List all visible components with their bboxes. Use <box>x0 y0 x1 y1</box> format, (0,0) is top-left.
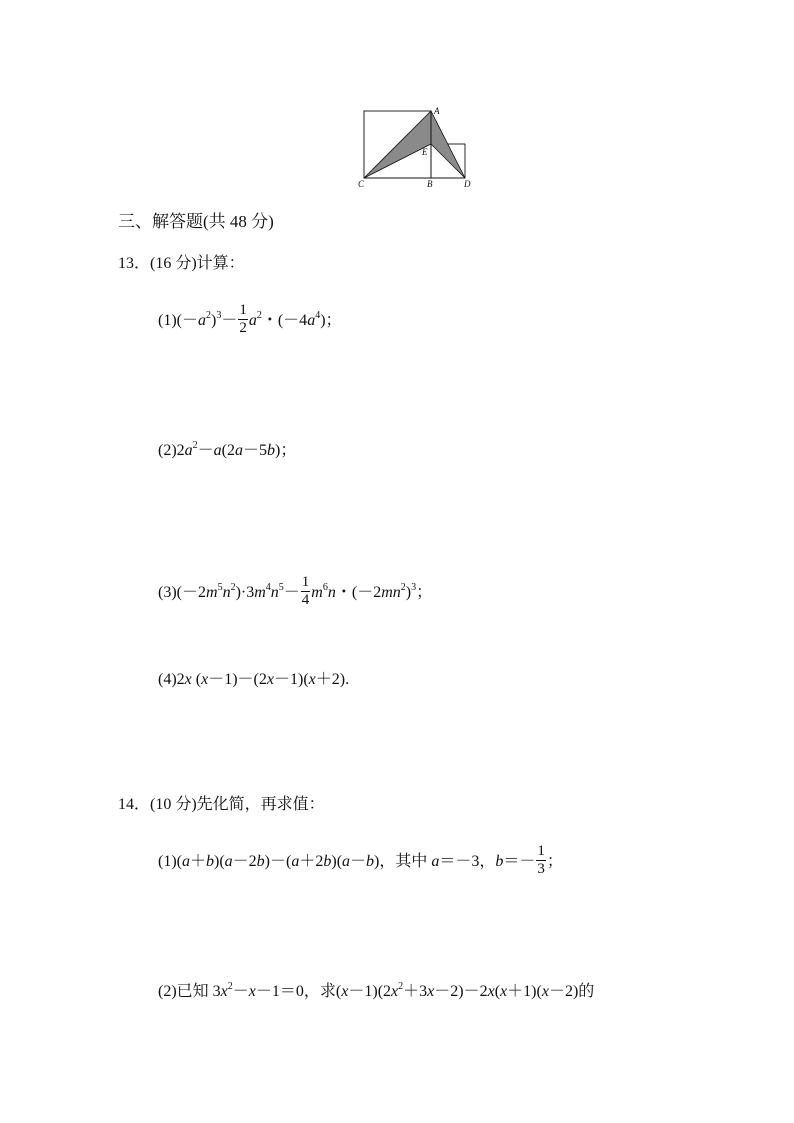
label-C: C <box>358 179 365 189</box>
q14-part2: (2)已知 $3x^2-x-1=0$，求$(x-1)(2x^2+3x-2)-2x(x+1)(x-2)$的 <box>158 981 595 1000</box>
q13-number: 13． <box>118 255 151 272</box>
q13-part1: $(1)(-a^2)^3-$ $\frac{1}{2}$ $a^2$・$(-4a^4)$； <box>158 302 342 336</box>
q13-part2: $(2)2a^2-a(2a-5b)$； <box>158 440 297 459</box>
label-A: A <box>434 106 440 116</box>
q14-number: 14． <box>118 796 151 813</box>
q13-part3: $(3)(-2m^5n^2)\cdot 3m^4n^5-$ $\frac{1}{4}$ $m^6n$・$(-2mn^2)^3$； <box>158 574 433 608</box>
fraction-one-half: $\frac{1}{2}$ <box>239 302 247 336</box>
label-E: E <box>422 147 428 157</box>
label-D: D <box>464 179 471 189</box>
label-B: B <box>427 179 433 189</box>
q13-header <box>118 254 245 274</box>
fraction-one-third: $\frac{1}{3}$ <box>537 843 545 877</box>
q13-head: (16 分)计算： <box>150 255 245 272</box>
q13-part4: (4)2x (x－1)－(2x－1)(x＋2). <box>158 671 350 688</box>
q14-head: (10 分)先化简，再求值： <box>150 796 325 813</box>
q14-part1: (1)(a＋b)(a－2b)－(a＋2b)(a－b)，其中 a＝－3，b＝－ $\frac{1}{3}$ ； <box>158 843 563 877</box>
section-title: 三、解答题(共 48 分) <box>118 212 274 231</box>
fraction-one-quarter: $\frac{1}{4}$ <box>301 574 310 608</box>
q14-header <box>118 795 325 815</box>
geometry-figure <box>350 100 480 192</box>
